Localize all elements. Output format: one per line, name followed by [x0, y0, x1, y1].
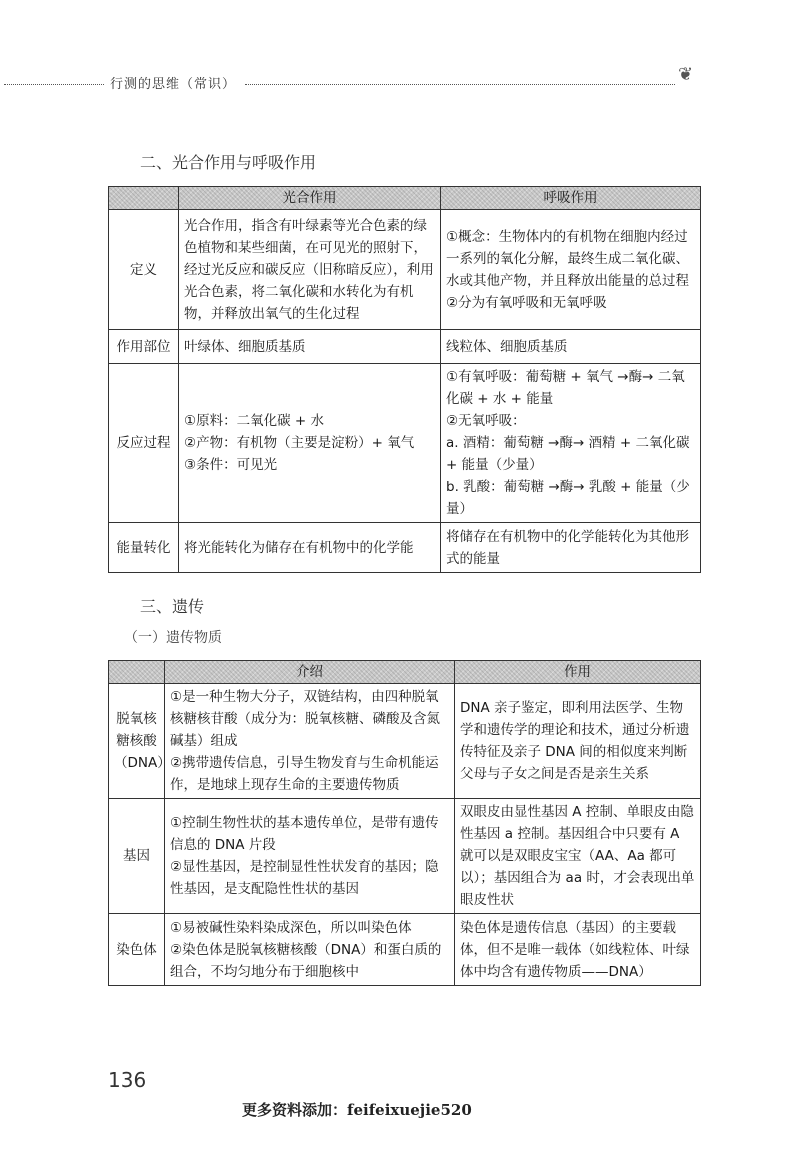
resp-process-line: a. 酒精：葡萄糖 →酶→ 酒精 + 二氧化碳 + 能量（少量）	[446, 435, 690, 473]
table-header-row	[109, 661, 701, 684]
table-row	[109, 210, 701, 330]
table-row	[109, 914, 701, 986]
cell-photo-process	[179, 364, 441, 523]
cell-function-dna: DNA 亲子鉴定，即利用法医学、生物学和遗传学的理论和技术，通过分析遗传特征及亲子 DNA 间的相似度来判断父母与子女之间是否是亲生关系	[455, 684, 701, 799]
genetic-material-table	[108, 660, 701, 986]
running-header	[0, 64, 800, 96]
header-rule-left	[4, 84, 104, 85]
column-header-function: 作用	[455, 661, 701, 684]
cell-function-chromosome: 染色体是遗传信息（基因）的主要载体，但不是唯一载体（如线粒体、叶绿体中均含有遗传物质——DNA）	[455, 914, 701, 986]
intro-gene-line: ②显性基因，是控制显性性状发育的基因；隐性基因，是支配隐性性状的基因	[170, 859, 439, 897]
page-number: 136	[108, 1068, 147, 1092]
row-label-definition: 定义	[109, 210, 179, 330]
column-header-blank	[109, 187, 179, 210]
intro-chromosome-line: ②染色体是脱氧核糖核酸（DNA）和蛋白质的组合，不均匀地分布于细胞核中	[170, 941, 442, 980]
cell-photo-location: 叶绿体、细胞质基质	[179, 330, 441, 364]
column-header-photosynthesis: 光合作用	[179, 187, 441, 210]
table-header-row	[109, 187, 701, 210]
cell-resp-location: 线粒体、细胞质基质	[441, 330, 701, 364]
table-row	[109, 523, 701, 573]
running-header-title: 行测的思维（常识）	[110, 77, 237, 92]
resp-definition-line: ①概念：生物体内的有机物在细胞内经过一系列的氧化分解，最终生成二氧化碳、水或其他产物，并且释放出能量的总过程	[446, 228, 689, 289]
column-header-respiration: 呼吸作用	[441, 187, 701, 210]
photo-process-line: ②产物：有机物（主要是淀粉）+ 氧气	[184, 435, 415, 451]
header-rule-right	[245, 84, 675, 85]
intro-gene-line: ①控制生物性状的基本遗传单位，是带有遗传信息的 DNA 片段	[170, 815, 439, 853]
row-label-dna: 脱氧核糖核酸（DNA）	[109, 684, 165, 799]
photo-process-line: ①原料：二氧化碳 + 水	[184, 413, 324, 429]
cell-function-gene: 双眼皮由显性基因 A 控制、单眼皮由隐性基因 a 控制。基因组合中只要有 A 就可以是双眼皮宝宝（AA、Aa 都可以）；基因组合为 aa 时，才会表现出单眼皮性状	[455, 799, 701, 914]
resp-process-line: b. 乳酸：葡萄糖 →酶→ 乳酸 + 能量（少量）	[446, 479, 690, 517]
resp-process-line: ②无氧呼吸：	[446, 413, 526, 429]
column-header-intro: 介绍	[165, 661, 455, 684]
footer-contact-note: 更多资料添加：feifeixuejie520	[242, 1101, 472, 1119]
subsection-title-genetic-material: （一）遗传物质	[124, 630, 222, 646]
row-label-location: 作用部位	[109, 330, 179, 364]
cell-resp-process	[441, 364, 701, 523]
intro-dna-line: ①是一种生物大分子，双链结构，由四种脱氧核糖核苷酸（成分为：脱氧核糖、磷酸及含氮碱基）组成	[170, 689, 440, 749]
row-label-energy: 能量转化	[109, 523, 179, 573]
section-title-heredity: 三、遗传	[140, 597, 205, 616]
row-label-gene: 基因	[109, 799, 165, 914]
table-row	[109, 684, 701, 799]
photosynthesis-respiration-table	[108, 186, 701, 573]
section-title-photosynthesis: 二、光合作用与呼吸作用	[140, 153, 317, 172]
table-row	[109, 799, 701, 914]
cell-resp-definition	[441, 210, 701, 330]
table-row	[109, 364, 701, 523]
table-row	[109, 330, 701, 364]
intro-dna-line: ②携带遗传信息，引导生物发育与生命机能运作，是地球上现存生命的主要遗传物质	[170, 755, 439, 793]
cell-intro-gene	[165, 799, 455, 914]
intro-chromosome-line: ①易被碱性染料染成深色，所以叫染色体	[170, 919, 412, 936]
column-header-blank	[109, 661, 165, 684]
photo-process-line: ③条件：可见光	[184, 457, 278, 473]
resp-process-line: ①有氧呼吸：葡萄糖 + 氧气 →酶→ 二氧化碳 + 水 + 能量	[446, 369, 685, 407]
cell-photo-energy: 将光能转化为储存在有机物中的化学能	[179, 523, 441, 573]
cell-intro-dna	[165, 684, 455, 799]
row-label-process: 反应过程	[109, 364, 179, 523]
cell-photo-definition: 光合作用，指含有叶绿素等光合色素的绿色植物和某些细菌，在可见光的照射下，经过光反应和碳反应（旧称暗反应），利用光合色素，将二氧化碳和水转化为有机物，并释放出氧气的生化过程	[179, 210, 441, 330]
cell-intro-chromosome	[165, 914, 455, 986]
leaf-ornament-icon: ❦	[678, 64, 694, 85]
cell-resp-energy: 将储存在有机物中的化学能转化为其他形式的能量	[441, 523, 701, 573]
resp-definition-line: ②分为有氧呼吸和无氧呼吸	[446, 294, 607, 311]
row-label-chromosome: 染色体	[109, 914, 165, 986]
